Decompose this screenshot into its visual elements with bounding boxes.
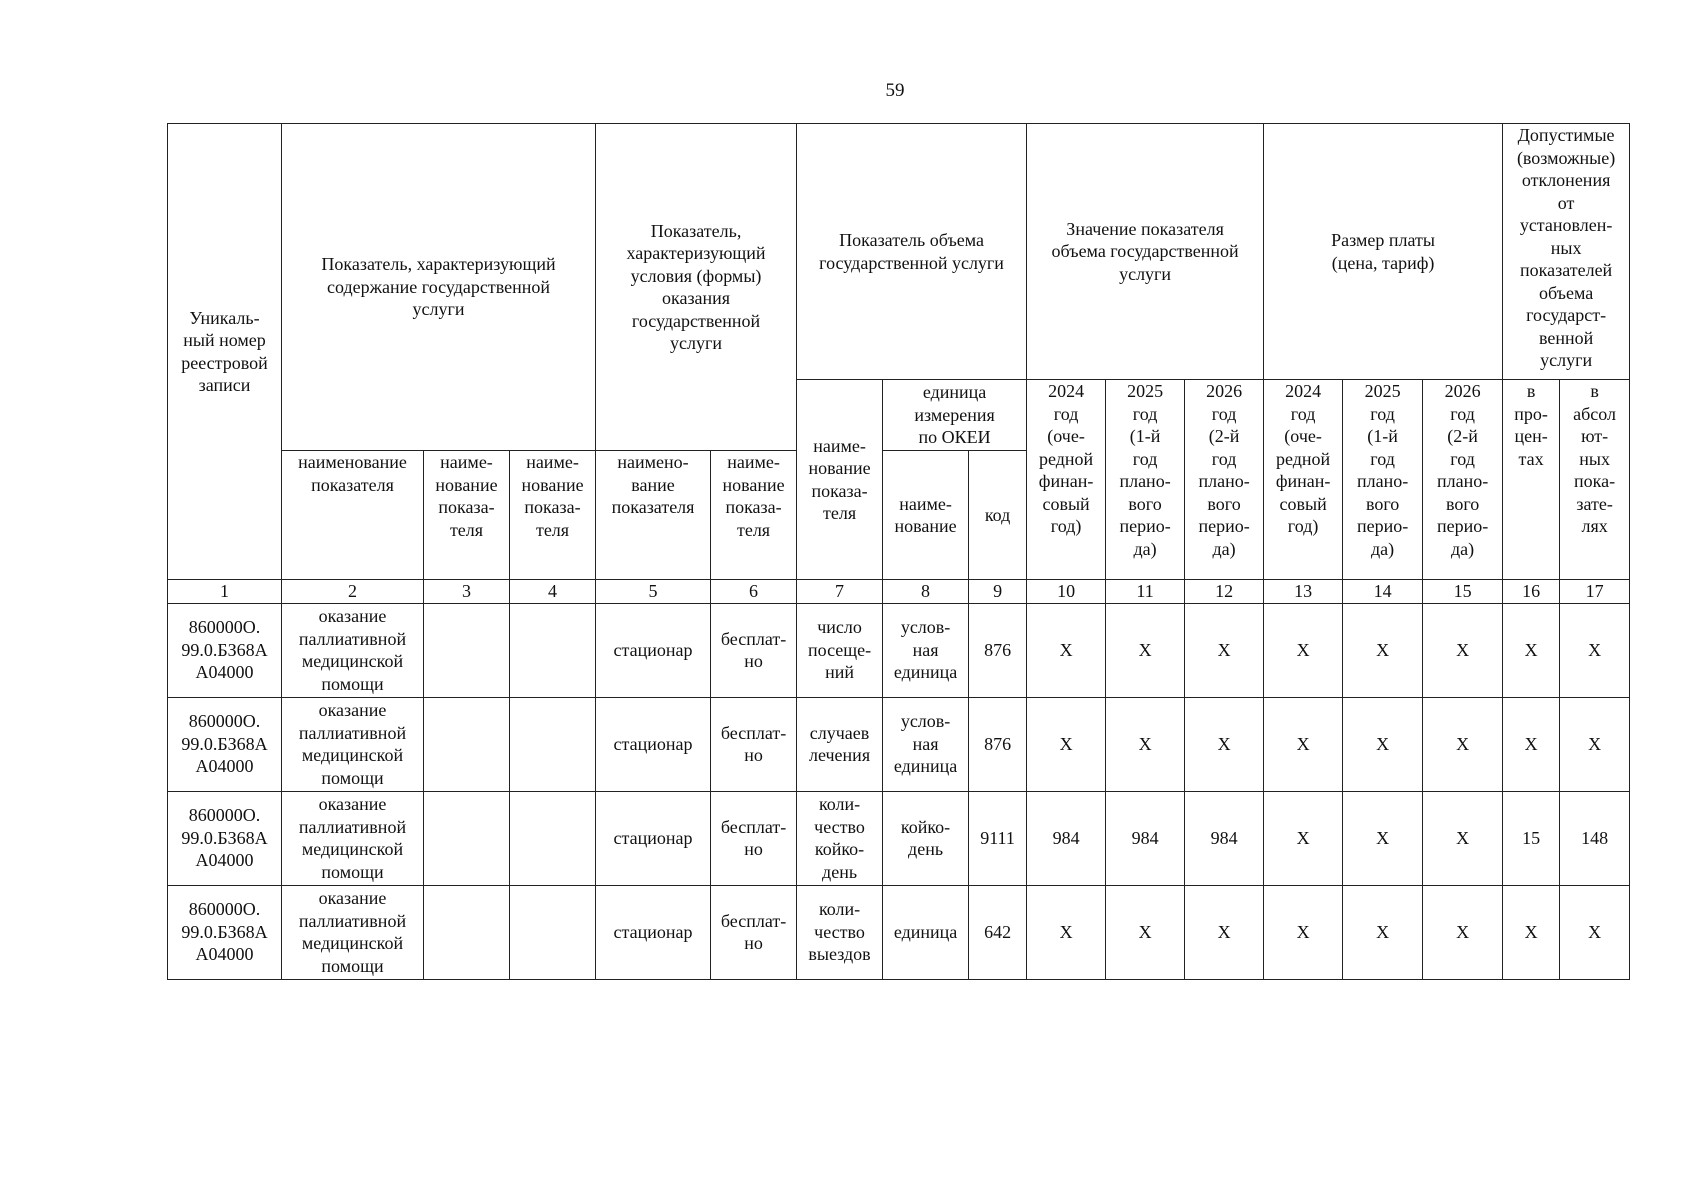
table-cell: X (1185, 697, 1264, 791)
table-cell: X (1560, 885, 1630, 979)
header-col16-percent: в про- цен- тах (1503, 380, 1560, 580)
table-cell: X (1503, 697, 1560, 791)
table-cell: 984 (1185, 791, 1264, 885)
table-cell: X (1264, 885, 1343, 979)
column-number: 1 (168, 580, 282, 604)
header-col12-2026: 2026 год (2-й год плано- вого перио- да) (1185, 380, 1264, 580)
table-cell: услов- ная единица (883, 603, 969, 697)
table-cell: X (1343, 697, 1423, 791)
table-cell: оказание паллиативной медицинской помощи (282, 603, 424, 697)
header-unit-okei: единица измерения по ОКЕИ (883, 380, 1027, 451)
table-cell: X (1423, 791, 1503, 885)
table-row (168, 885, 1630, 979)
column-number: 17 (1560, 580, 1630, 604)
table-cell: X (1423, 697, 1503, 791)
header-col8-unit-name: наиме- нование (883, 451, 969, 580)
table-cell: X (1503, 885, 1560, 979)
column-number: 8 (883, 580, 969, 604)
table-cell: X (1027, 603, 1106, 697)
table-cell: бесплат- но (711, 791, 797, 885)
table-cell: 9111 (969, 791, 1027, 885)
table-cell (510, 791, 596, 885)
table-cell: стационар (596, 885, 711, 979)
header-conditions-indicator: Показатель, характеризующий условия (формы) оказания государственной услуги (596, 124, 797, 451)
table-cell: X (1343, 885, 1423, 979)
header-col5-name: наимено- вание показателя (596, 451, 711, 580)
table-cell: X (1423, 603, 1503, 697)
table-cell: коли- чество койко- день (797, 791, 883, 885)
table-cell: бесплат- но (711, 603, 797, 697)
header-registry-number: Уникаль- ный номер реестровой записи (168, 124, 282, 580)
header-volume-value: Значение показателя объема государственной услуги (1027, 124, 1264, 380)
table-cell: оказание паллиативной медицинской помощи (282, 697, 424, 791)
table-cell: стационар (596, 697, 711, 791)
table-cell: оказание паллиативной медицинской помощи (282, 885, 424, 979)
column-number: 13 (1264, 580, 1343, 604)
header-row-groups (168, 124, 1630, 380)
column-number: 5 (596, 580, 711, 604)
table-cell (510, 603, 596, 697)
table-cell: X (1264, 697, 1343, 791)
table-cell: число посеще- ний (797, 603, 883, 697)
table-cell: бесплат- но (711, 885, 797, 979)
column-number: 2 (282, 580, 424, 604)
table-cell (510, 697, 596, 791)
table-cell: коли- чество выездов (797, 885, 883, 979)
header-allowed-deviation: Допустимые (возможные) отклонения от установлен- ных показателей объема государст- венной услуги (1503, 124, 1630, 380)
table-cell: 876 (969, 697, 1027, 791)
column-number: 9 (969, 580, 1027, 604)
table-cell: единица (883, 885, 969, 979)
column-number: 6 (711, 580, 797, 604)
table-cell: X (1560, 697, 1630, 791)
table-cell: X (1106, 697, 1185, 791)
column-number: 10 (1027, 580, 1106, 604)
state-service-volume-table (167, 123, 1630, 980)
table-cell: X (1560, 603, 1630, 697)
table-cell: X (1343, 603, 1423, 697)
table-cell: 642 (969, 885, 1027, 979)
table-cell: 860000О. 99.0.БЗ68А А04000 (168, 791, 282, 885)
table-cell: стационар (596, 791, 711, 885)
header-col10-2024: 2024 год (оче- редной финан- совый год) (1027, 380, 1106, 580)
table-cell (424, 697, 510, 791)
header-volume-indicator: Показатель объема государственной услуги (797, 124, 1027, 380)
header-col9-code: код (969, 451, 1027, 580)
table-cell: оказание паллиативной медицинской помощи (282, 791, 424, 885)
column-number: 14 (1343, 580, 1423, 604)
table-cell: койко- день (883, 791, 969, 885)
header-col7-name: наиме- нование показа- теля (797, 380, 883, 580)
table-cell: услов- ная единица (883, 697, 969, 791)
header-col4-name: наиме- нование показа- теля (510, 451, 596, 580)
table-cell: стационар (596, 603, 711, 697)
column-number: 4 (510, 580, 596, 604)
table-cell (424, 791, 510, 885)
table-cell: случаев лечения (797, 697, 883, 791)
table-row (168, 791, 1630, 885)
table-cell (424, 885, 510, 979)
table-cell: 860000О. 99.0.БЗ68А А04000 (168, 603, 282, 697)
header-col13-2024: 2024 год (оче- редной финан- совый год) (1264, 380, 1343, 580)
table-cell: X (1264, 603, 1343, 697)
table-cell: X (1264, 791, 1343, 885)
header-col2-name: наименование показателя (282, 451, 424, 580)
table-cell: 876 (969, 603, 1027, 697)
column-number: 7 (797, 580, 883, 604)
table-cell: X (1027, 697, 1106, 791)
header-col15-2026: 2026 год (2-й год плано- вого перио- да) (1423, 380, 1503, 580)
header-col6-name: наиме- нование показа- теля (711, 451, 797, 580)
header-fee-size: Размер платы (цена, тариф) (1264, 124, 1503, 380)
header-col11-2025: 2025 год (1-й год плано- вого перио- да) (1106, 380, 1185, 580)
column-number: 15 (1423, 580, 1503, 604)
table-cell: 15 (1503, 791, 1560, 885)
header-col17-absolute: в абсол ют- ных пока- зате- лях (1560, 380, 1630, 580)
table-cell: 984 (1106, 791, 1185, 885)
table-cell: 860000О. 99.0.БЗ68А А04000 (168, 697, 282, 791)
table-cell: X (1185, 603, 1264, 697)
column-number: 11 (1106, 580, 1185, 604)
table-cell (424, 603, 510, 697)
column-number: 12 (1185, 580, 1264, 604)
table-cell: бесплат- но (711, 697, 797, 791)
table-cell: 984 (1027, 791, 1106, 885)
table-cell (510, 885, 596, 979)
page-number: 59 (885, 80, 905, 101)
header-content-indicator: Показатель, характеризующий содержание государственной услуги (282, 124, 596, 451)
column-number-row (168, 580, 1630, 604)
table-row (168, 697, 1630, 791)
table-cell: X (1106, 603, 1185, 697)
header-col14-2025: 2025 год (1-й год плано- вого перио- да) (1343, 380, 1423, 580)
table-cell: 860000О. 99.0.БЗ68А А04000 (168, 885, 282, 979)
table-cell: X (1185, 885, 1264, 979)
table-cell: 148 (1560, 791, 1630, 885)
table-cell: X (1106, 885, 1185, 979)
column-number: 3 (424, 580, 510, 604)
table-cell: X (1343, 791, 1423, 885)
header-col3-name: наиме- нование показа- теля (424, 451, 510, 580)
column-number: 16 (1503, 580, 1560, 604)
table-row (168, 603, 1630, 697)
table-cell: X (1503, 603, 1560, 697)
table-cell: X (1423, 885, 1503, 979)
table-cell: X (1027, 885, 1106, 979)
